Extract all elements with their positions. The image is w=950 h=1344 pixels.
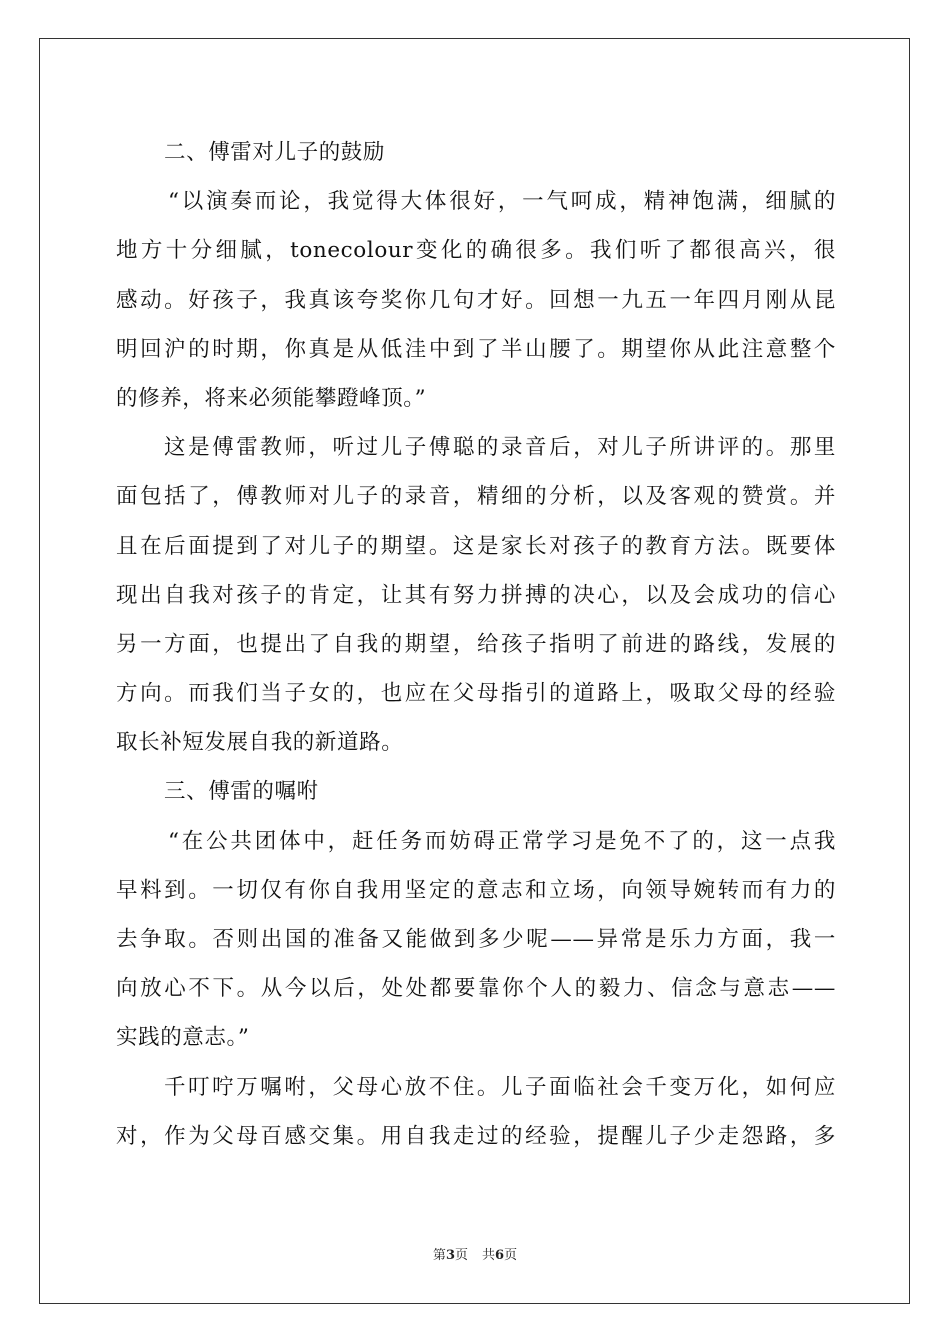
text-line: 早料到。一切仅有你自我用坚定的意志和立场，向领导婉转而有力的 [116, 877, 836, 903]
text-line: 方向。而我们当子女的，也应在父母指引的道路上，吸取父母的经验 [116, 681, 836, 707]
text-line: “在公共团体中，赶任务而妨碍正常学习是免不了的，这一点我 [168, 828, 836, 854]
text-line: 的修养，将来必须能攀蹬峰顶。” [116, 385, 427, 411]
page-label-suffix: 页 [454, 1248, 468, 1263]
text-line: 且在后面提到了对儿子的期望。这是家长对孩子的教育方法。既要体 [116, 533, 836, 559]
page-label-prefix: 第 [432, 1248, 446, 1263]
text-line: 明回沪的时期，你真是从低洼中到了半山腰了。期望你从此注意整个 [116, 336, 836, 362]
text-line: 去争取。否则出国的准备又能做到多少呢——异常是乐力方面，我一 [116, 927, 836, 952]
text-line: 三、傅雷的嘱咐 [164, 779, 319, 805]
text-line: 面包括了，傅教师对儿子的录音，精细的分析，以及客观的赞赏。并 [116, 484, 836, 510]
page-footer [0, 1244, 950, 1263]
text-line: 千叮咛万嘱咐，父母心放不住。儿子面临社会千变万化，如何应 [164, 1074, 836, 1100]
text-line: 取长补短发展自我的新道路。 [116, 730, 404, 756]
text-line: 另一方面，也提出了自我的期望，给孩子指明了前进的路线，发展的 [116, 631, 836, 657]
text-line: 地方十分细腻，tonecolour变化的确很多。我们听了都很高兴，很 [116, 238, 836, 264]
text-line: 对，作为父母百感交集。用自我走过的经验，提醒儿子少走怨路，多 [116, 1123, 836, 1149]
total-label-prefix: 共 [482, 1248, 496, 1263]
text-line: 实践的意志。” [116, 1025, 250, 1051]
text-line: 这是傅雷教师，听过儿子傅聪的录音后，对儿子所讲评的。那里 [164, 435, 836, 461]
total-pages: 6 [495, 1248, 505, 1263]
page-number: 3 [445, 1248, 455, 1263]
text-line: 现出自我对孩子的肯定，让其有努力拼搏的决心，以及会成功的信心 [116, 582, 836, 608]
total-label-suffix: 页 [504, 1248, 518, 1263]
text-line: 向放心不下。从今以后，处处都要靠你个人的毅力、信念与意志—— [116, 976, 836, 1002]
text-line: 感动。好孩子，我真该夸奖你几句才好。回想一九五一年四月刚从昆 [116, 287, 836, 313]
document-body [116, 128, 836, 1161]
text-line: “以演奏而论，我觉得大体很好，一气呵成，精神饱满，细腻的 [168, 189, 836, 215]
text-line: 二、傅雷对儿子的鼓励 [164, 140, 386, 165]
